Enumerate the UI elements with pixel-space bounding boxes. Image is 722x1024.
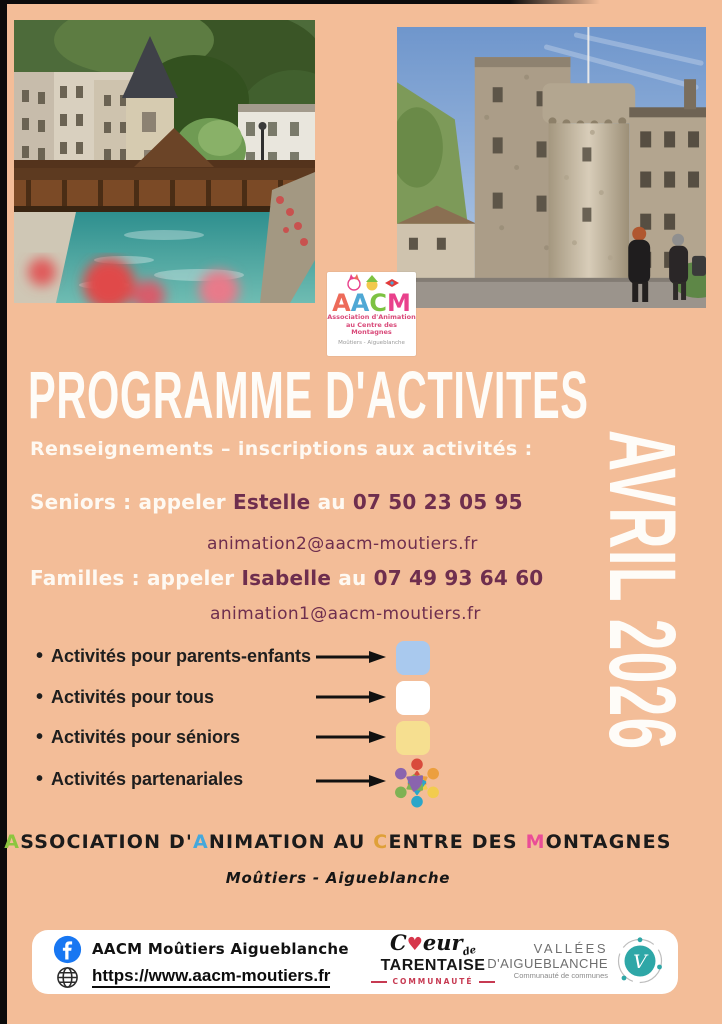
facebook-page-name: AACM Moûtiers Aigueblanche <box>92 940 349 958</box>
association-text: NIMATION AU <box>208 831 374 853</box>
vallees-aigueblanche-logo <box>487 937 664 985</box>
legend-item-partenariales: • Activités partenariales <box>36 768 243 791</box>
vallees-line3: Communauté de communes <box>513 970 608 980</box>
page-title: PROGRAMME D'ACTIVITES <box>28 358 589 433</box>
aacm-logo-line1: Association d'Animation <box>327 313 416 321</box>
moutiers-photo-illustration <box>14 20 315 303</box>
familles-phone: 07 49 93 64 60 <box>373 566 544 590</box>
legend-item-tous: • Activités pour tous <box>36 686 214 709</box>
aacm-letter: A <box>332 289 351 317</box>
website-row <box>52 964 330 990</box>
aacm-letter: A <box>350 289 370 317</box>
aacm-letter: C <box>369 289 387 317</box>
facebook-icon <box>52 935 82 964</box>
scan-edge-top <box>0 0 600 4</box>
coeur-script-line <box>368 932 498 957</box>
familles-contact-line <box>30 566 543 590</box>
tarentaise-tagline <box>368 978 498 986</box>
familles-mid: au <box>331 566 374 590</box>
tagline-dash <box>371 981 387 983</box>
swatch-seniors <box>396 721 430 755</box>
seniors-mid: au <box>310 490 353 514</box>
vallees-v: V <box>633 951 647 973</box>
right-arrow-icon <box>316 730 386 744</box>
colored-initial: M <box>525 831 546 853</box>
association-town-line: Moûtiers - Aigueblanche <box>225 869 451 887</box>
photo-castle <box>397 27 706 308</box>
association-text: ENTRE DES <box>388 831 526 853</box>
association-name-line <box>0 831 676 853</box>
aacm-logo-line2: au Centre des Montagnes <box>346 320 397 336</box>
right-arrow-icon <box>316 690 386 704</box>
vallees-line1: VALLÉES <box>533 940 608 956</box>
seniors-contact-line <box>30 490 523 514</box>
colored-initial: A <box>4 831 21 853</box>
globe-icon <box>52 966 82 989</box>
info-heading: Renseignements – inscriptions aux activités : <box>30 438 533 460</box>
aacm-letter: M <box>386 289 411 317</box>
legend-item-seniors: • Activités pour séniors <box>36 726 240 749</box>
aacm-logo <box>327 272 416 356</box>
colored-initial: C <box>373 831 389 853</box>
vallees-badge-icon <box>616 937 664 985</box>
photo-moutiers-bridge <box>14 20 315 303</box>
seniors-name: Estelle <box>233 490 311 514</box>
legend-item-parents-enfants: • Activités pour parents-enfants <box>36 645 311 668</box>
seniors-email: animation2@aacm-moutiers.fr <box>207 534 478 554</box>
coeur-de: de <box>461 944 477 959</box>
coeur-c: C <box>390 930 407 955</box>
seniors-prefix: Seniors : appeler <box>30 490 234 514</box>
right-arrow-icon <box>316 774 386 788</box>
vallees-line2: D'AIGUEBLANCHE <box>487 955 608 971</box>
website-link[interactable]: https://www.aacm-moutiers.fr <box>92 966 330 988</box>
coeur-eur: eur <box>422 930 463 955</box>
colored-initial: A <box>193 831 209 853</box>
association-text: SSOCIATION D' <box>20 831 193 853</box>
right-arrow-icon <box>316 650 386 664</box>
coeur-tarentaise-logo <box>368 932 498 986</box>
castle-photo-illustration <box>397 27 706 308</box>
footer-bar <box>32 930 678 994</box>
tarentaise-name: TARENTAISE <box>380 957 486 974</box>
aacm-logo-town: Moûtiers - Aigueblanche <box>338 339 405 346</box>
people-circle-icon <box>389 753 445 813</box>
familles-name: Isabelle <box>241 566 332 590</box>
heart-icon: ♥ <box>406 934 423 955</box>
familles-email: animation1@aacm-moutiers.fr <box>210 604 481 624</box>
swatch-tous <box>396 681 430 715</box>
vallees-text <box>487 942 608 981</box>
swatch-parents-enfants <box>396 641 430 675</box>
month-label: AVRIL 2026 <box>589 430 695 751</box>
association-text: ONTAGNES <box>545 831 672 853</box>
familles-prefix: Familles : appeler <box>30 566 242 590</box>
seniors-phone: 07 50 23 05 95 <box>352 490 523 514</box>
tagline-text: COMMUNAUTÉ <box>392 977 474 986</box>
facebook-row <box>52 934 349 964</box>
